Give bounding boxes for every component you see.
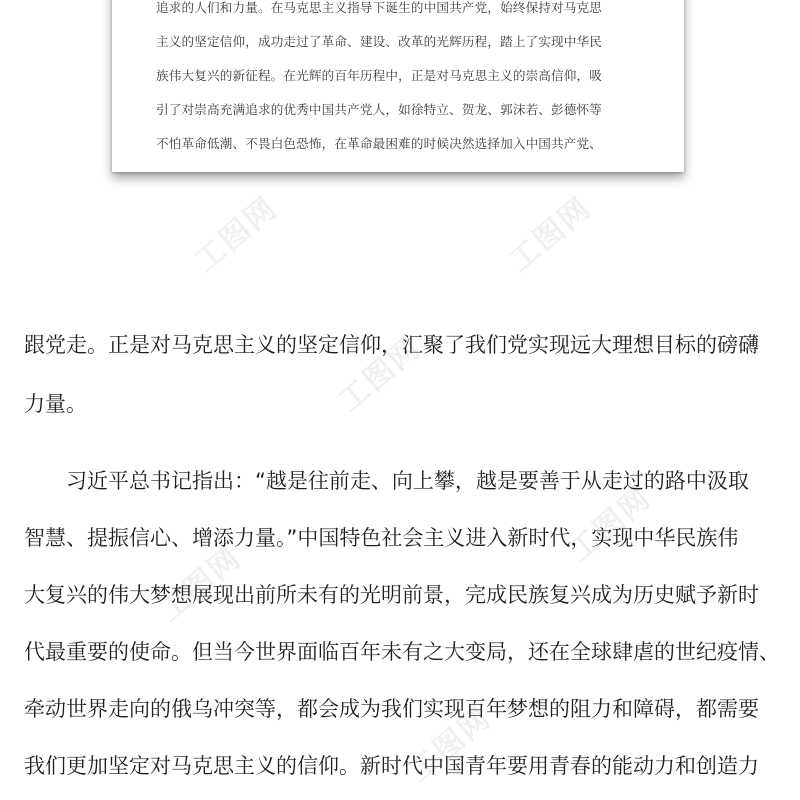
card-text-line: 引了对崇高充满追求的优秀中国共产党人，如徐特立、贺龙、郭沫若、彭德怀等: [156, 102, 603, 117]
body-text-line: 大复兴的伟大梦想展现出前所未有的光明前景，完成民族复兴成为历史赋予新时: [24, 583, 759, 607]
body-text-line: 牵动世界走向的俄乌冲突等，都会成为我们实现百年梦想的阻力和障碍，都需要: [24, 697, 759, 721]
card-text-line: 追求的人们和力量。在马克思主义指导下诞生的中国共产党，始终保持对马克思: [156, 0, 603, 15]
watermark: 工图网: [402, 700, 499, 789]
watermark: 工图网: [562, 480, 659, 569]
body-text-line: 力量。: [24, 392, 87, 416]
card-text-line: 不怕革命低潮、不畏白色恐怖，在革命最困难的时候决然选择加入中国共产党、: [156, 136, 603, 151]
watermark: 工图网: [502, 190, 599, 279]
body-text-line: 我们更加坚定对马克思主义的信仰。新时代中国青年要用青春的能动力和创造力: [24, 754, 759, 778]
excerpt-card: [112, 0, 684, 172]
body-text-line: 习近平总书记指出：“越是往前走、向上攀，越是要善于从走过的路中汲取: [24, 469, 749, 493]
body-text-line: 智慧、提振信心、增添力量。”中国特色社会主义进入新时代，实现中华民族伟: [24, 526, 739, 550]
watermark: 工图网: [332, 330, 429, 419]
watermark: 工图网: [188, 190, 285, 279]
body-text-line: 代最重要的使命。但当今世界面临百年未有之大变局，还在全球肆虐的世纪疫情、: [24, 640, 780, 664]
watermark: 工图网: [152, 540, 249, 629]
card-text-line: 主义的坚定信仰，成功走过了革命、建设、改革的光辉历程，踏上了实现中华民: [156, 34, 603, 49]
card-text-line: 族伟大复兴的新征程。在光辉的百年历程中，正是对马克思主义的崇高信仰，吸: [156, 68, 603, 83]
body-text-line: 跟党走。正是对马克思主义的坚定信仰，汇聚了我们党实现远大理想目标的磅礴: [24, 333, 759, 357]
